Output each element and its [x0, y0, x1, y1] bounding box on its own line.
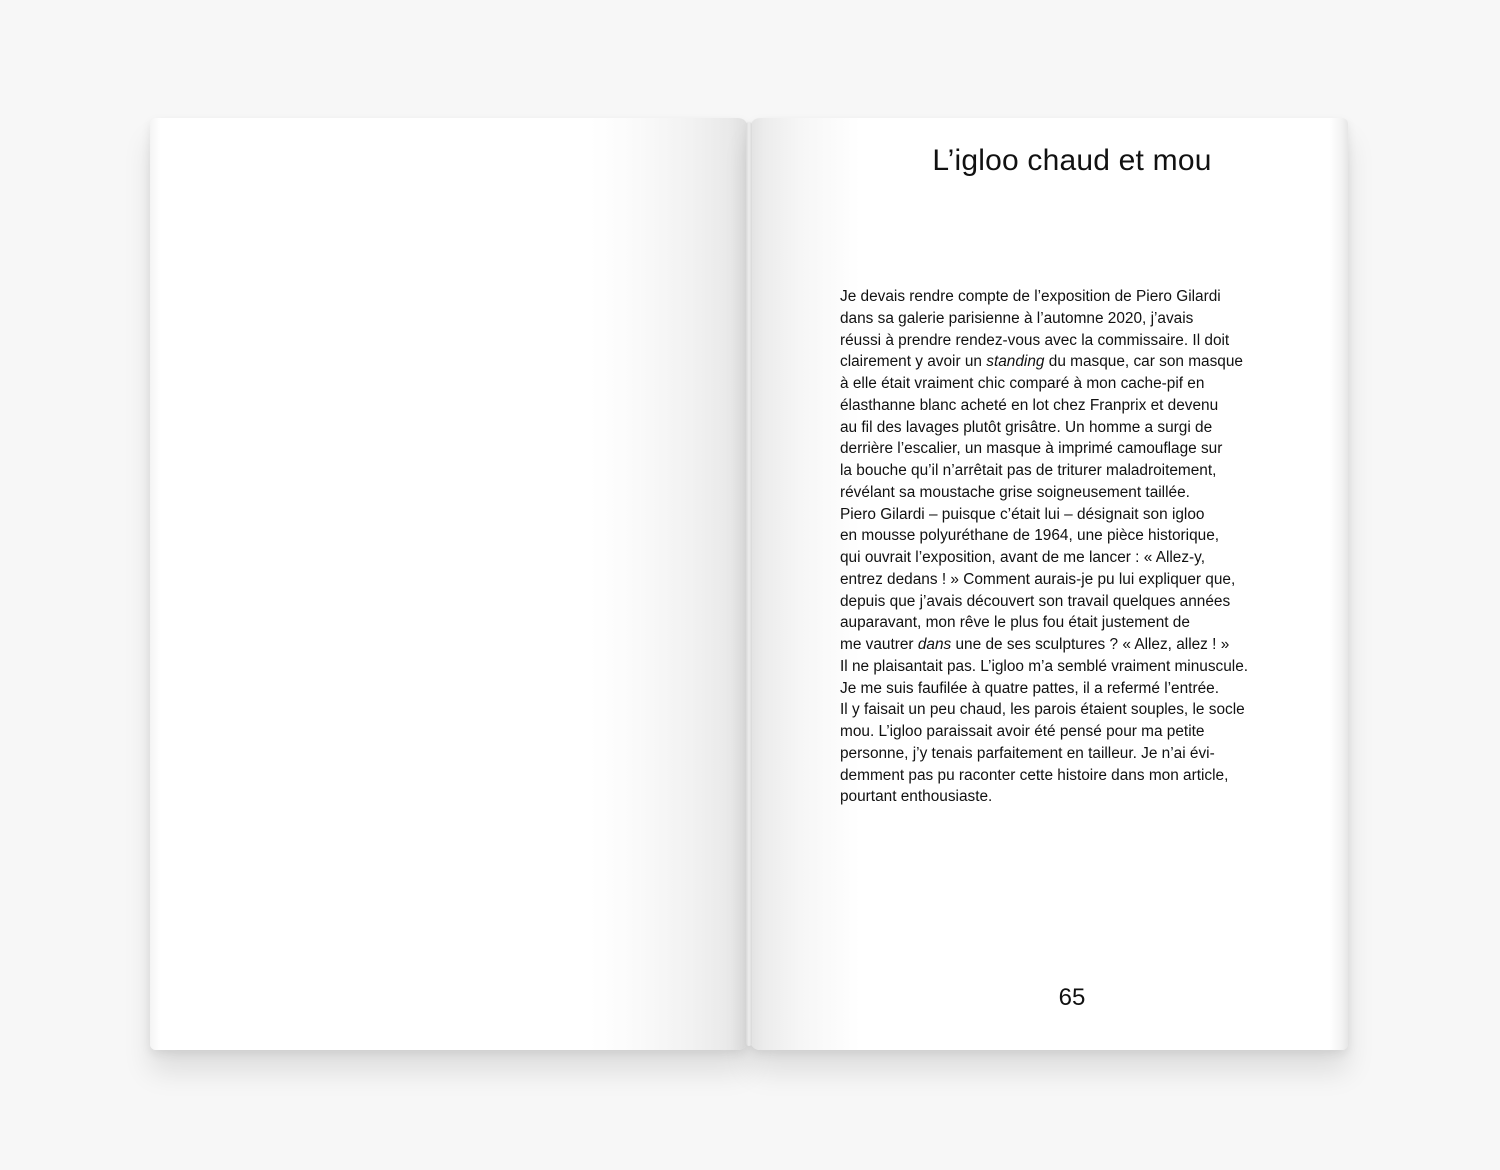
text-line: Piero Gilardi – puisque c’était lui – désignait son igloo — [840, 505, 1205, 523]
text-line: demment pas pu raconter cette histoire dans mon article, — [840, 766, 1229, 784]
text-segment: du masque, car son masque — [1044, 353, 1243, 371]
right-page — [750, 118, 1348, 1050]
text-line: auparavant, mon rêve le plus fou était justement de — [840, 614, 1190, 632]
text-line: élasthanne blanc acheté en lot chez Franprix et devenu — [840, 396, 1219, 414]
book-spine — [746, 122, 752, 1046]
text-line: au fil des lavages plutôt grisâtre. Un homme a surgi de — [840, 418, 1213, 436]
text-segment: une de ses sculptures ? « Allez, allez ! » — [951, 636, 1230, 653]
text-line: à elle était vraiment chic comparé à mon cache-pif en — [840, 375, 1205, 392]
text-line: révélant sa moustache grise soigneusement taillée. — [840, 483, 1190, 501]
left-page — [150, 118, 748, 1050]
page-number: 65 — [1058, 984, 1086, 1011]
text-line: dans sa galerie parisienne à l’automne 2020, j’avais — [840, 309, 1194, 327]
text-line — [840, 634, 1316, 656]
text-line: en mousse polyuréthane de 1964, une pièce historique, — [840, 527, 1220, 545]
text-line: Il ne plaisantait pas. L’igloo m’a semblé vraiment minuscule. — [840, 657, 1249, 675]
italic-word: dans — [917, 636, 952, 653]
open-book — [150, 118, 1348, 1050]
text-line: qui ouvrait l’exposition, avant de me lancer : « Allez-y, — [840, 549, 1206, 566]
text-line: la bouche qu’il n’arrêtait pas de triturer maladroitement, — [840, 462, 1217, 479]
text-segment: me vautrer — [840, 636, 918, 653]
text-line: depuis que j’avais découvert son travail quelques années — [840, 592, 1231, 610]
text-line: Il y faisait un peu chaud, les parois étaient souples, le socle — [840, 701, 1245, 719]
text-segment: clairement y avoir un — [840, 353, 987, 371]
text-line: derrière l’escalier, un masque à imprimé camouflage sur — [840, 440, 1223, 458]
body-paragraph — [840, 286, 1316, 808]
text-line: entrez dedans ! » Comment aurais-je pu lui expliquer que, — [840, 570, 1236, 588]
text-line: Je devais rendre compte de l’exposition de Piero Gilardi — [840, 288, 1221, 305]
text-line: Je me suis faufilée à quatre pattes, il a refermé l’entrée. — [840, 679, 1219, 697]
chapter-title: L’igloo chaud et mou — [932, 144, 1212, 177]
text-line: réussi à prendre rendez-vous avec la commissaire. Il doit — [840, 331, 1230, 349]
italic-word: standing — [986, 353, 1045, 371]
text-line: personne, j’y tenais parfaitement en tailleur. Je n’ai évi- — [840, 744, 1215, 762]
text-line — [840, 351, 1316, 373]
text-line: pourtant enthousiaste. — [840, 788, 993, 806]
text-line: mou. L’igloo paraissait avoir été pensé pour ma petite — [840, 723, 1205, 740]
